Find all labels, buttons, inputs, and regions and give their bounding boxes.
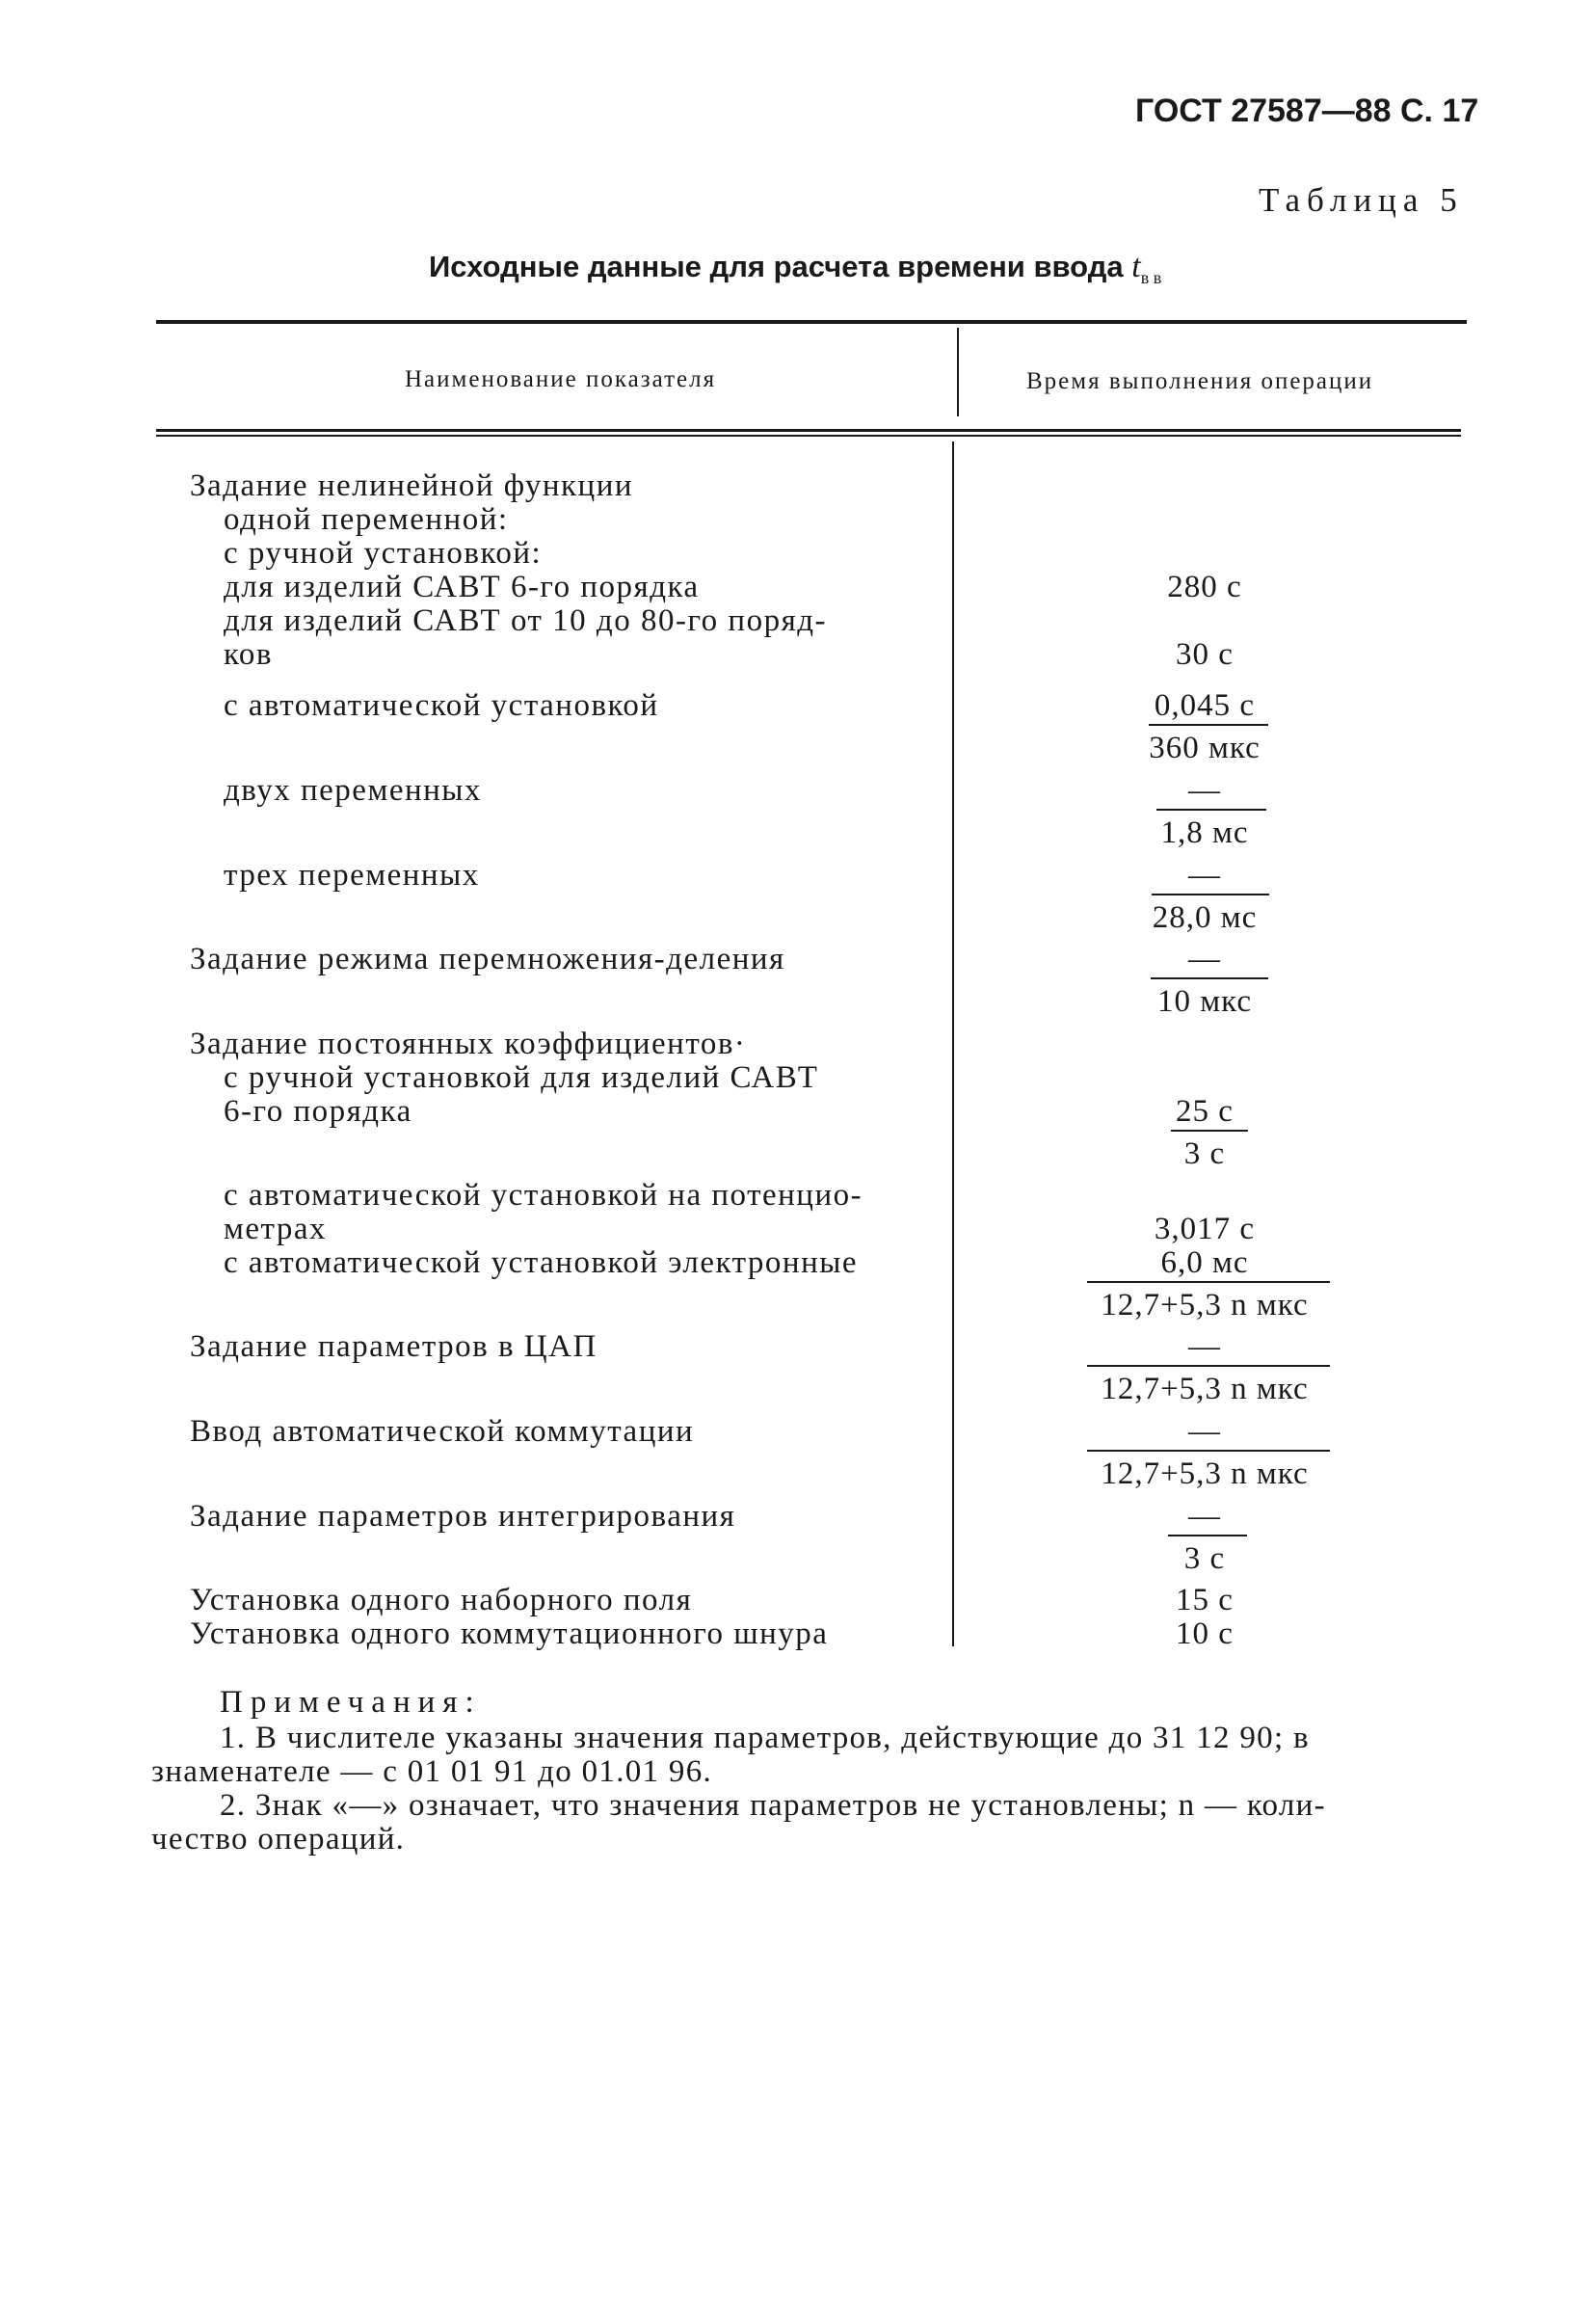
row-label: метрах bbox=[224, 1212, 328, 1246]
row-label: для изделий САВТ от 10 до 80-го поряд- bbox=[224, 603, 828, 638]
value-numerator: — bbox=[1188, 1329, 1221, 1364]
row-label: Установка одного наборного поля bbox=[190, 1583, 693, 1617]
value-numerator: 0,045 с bbox=[1154, 688, 1256, 723]
value-denominator: 12,7+5,3 n мкс bbox=[1101, 1456, 1309, 1491]
fraction-line bbox=[1152, 894, 1269, 895]
row-label: одной переменной: bbox=[224, 502, 509, 537]
row-label: с автоматической установкой электронные bbox=[224, 1245, 859, 1280]
row-label: Задание параметров в ЦАП bbox=[190, 1329, 597, 1364]
note-1-line-2: знаменателе — с 01 01 91 до 01.01 96. bbox=[151, 1754, 713, 1789]
title-subscript: в в bbox=[1140, 268, 1162, 288]
value-denominator: 1,8 мс bbox=[1160, 815, 1249, 850]
note-1-line-1: 1. В числителе указаны значения параметров, действующие до 31 12 90; в bbox=[220, 1721, 1310, 1755]
fraction-line bbox=[1156, 809, 1266, 811]
fraction-line bbox=[1149, 724, 1268, 726]
row-value: 15 с bbox=[1176, 1583, 1234, 1617]
header-rule-2 bbox=[156, 435, 1461, 437]
row-label: с ручной установкой для изделий САВТ bbox=[224, 1060, 819, 1095]
row-label: Установка одного коммутационного шнура bbox=[190, 1616, 829, 1651]
fraction-line bbox=[1171, 1130, 1248, 1132]
value-numerator: — bbox=[1188, 773, 1221, 808]
body-column-divider bbox=[952, 441, 954, 1646]
table-title bbox=[429, 249, 1161, 288]
row-label: с ручной установкой: bbox=[224, 536, 543, 571]
fraction-line bbox=[1087, 1450, 1330, 1452]
row-value: 3,017 с bbox=[1154, 1212, 1256, 1246]
note-2-line-2: чество операций. bbox=[151, 1822, 406, 1857]
row-label: трех переменных bbox=[224, 858, 480, 893]
row-label: с автоматической установкой bbox=[224, 688, 659, 723]
value-numerator: — bbox=[1188, 942, 1221, 976]
row-label: 6-го порядка bbox=[224, 1094, 412, 1129]
value-denominator: 10 мкс bbox=[1157, 984, 1252, 1019]
value-numerator: — bbox=[1188, 858, 1221, 893]
row-value: 10 с bbox=[1176, 1616, 1234, 1651]
row-value: 30 с bbox=[1176, 637, 1234, 672]
value-denominator: 28,0 мс bbox=[1152, 900, 1258, 935]
row-value: 280 с bbox=[1167, 570, 1242, 604]
column-header-time: Время выполнения операции bbox=[1026, 368, 1374, 394]
row-label: ков bbox=[224, 637, 273, 672]
row-label: Задание режима перемножения-деления bbox=[190, 942, 785, 976]
header-rule-1 bbox=[156, 429, 1461, 432]
row-label: двух переменных bbox=[224, 773, 482, 808]
row-label: Задание постоянных коэффициентов· bbox=[190, 1027, 747, 1061]
page-header: ГОСТ 27587—88 С. 17 bbox=[1135, 93, 1479, 129]
value-denominator: 12,7+5,3 n мкс bbox=[1101, 1288, 1309, 1322]
value-numerator: — bbox=[1188, 1414, 1221, 1449]
table-title-text: Исходные данные для расчета времени ввода bbox=[429, 250, 1124, 283]
value-denominator: 360 мкс bbox=[1149, 731, 1261, 765]
row-label: с автоматической установкой на потенцио- bbox=[224, 1178, 863, 1213]
value-denominator: 3 с bbox=[1183, 1136, 1226, 1171]
value-numerator: 6,0 мс bbox=[1160, 1245, 1249, 1280]
table-label: Таблица 5 bbox=[1259, 181, 1464, 219]
row-label: Ввод автоматической коммутации bbox=[190, 1414, 695, 1449]
row-label: Задание нелинейной функции bbox=[190, 468, 634, 503]
row-label: для изделий САВТ 6-го порядка bbox=[224, 570, 700, 604]
header-column-divider bbox=[957, 328, 959, 416]
value-numerator: 25 с bbox=[1176, 1094, 1234, 1129]
fraction-line bbox=[1151, 977, 1268, 979]
notes-heading: Примечания: bbox=[220, 1685, 482, 1720]
value-denominator: 3 с bbox=[1183, 1541, 1226, 1576]
fraction-line bbox=[1087, 1365, 1330, 1367]
fraction-line bbox=[1087, 1281, 1330, 1283]
value-numerator: — bbox=[1188, 1499, 1221, 1534]
fraction-line bbox=[1168, 1535, 1247, 1536]
column-header-name: Наименование показателя bbox=[405, 366, 717, 392]
title-symbol: t bbox=[1131, 249, 1141, 284]
table-top-rule bbox=[156, 320, 1467, 324]
value-denominator: 12,7+5,3 n мкс bbox=[1101, 1372, 1309, 1406]
row-label: Задание параметров интегрирования bbox=[190, 1499, 736, 1534]
note-2-line-1: 2. Знак «—» означает, что значения параметров не установлены; n — коли- bbox=[220, 1788, 1326, 1823]
